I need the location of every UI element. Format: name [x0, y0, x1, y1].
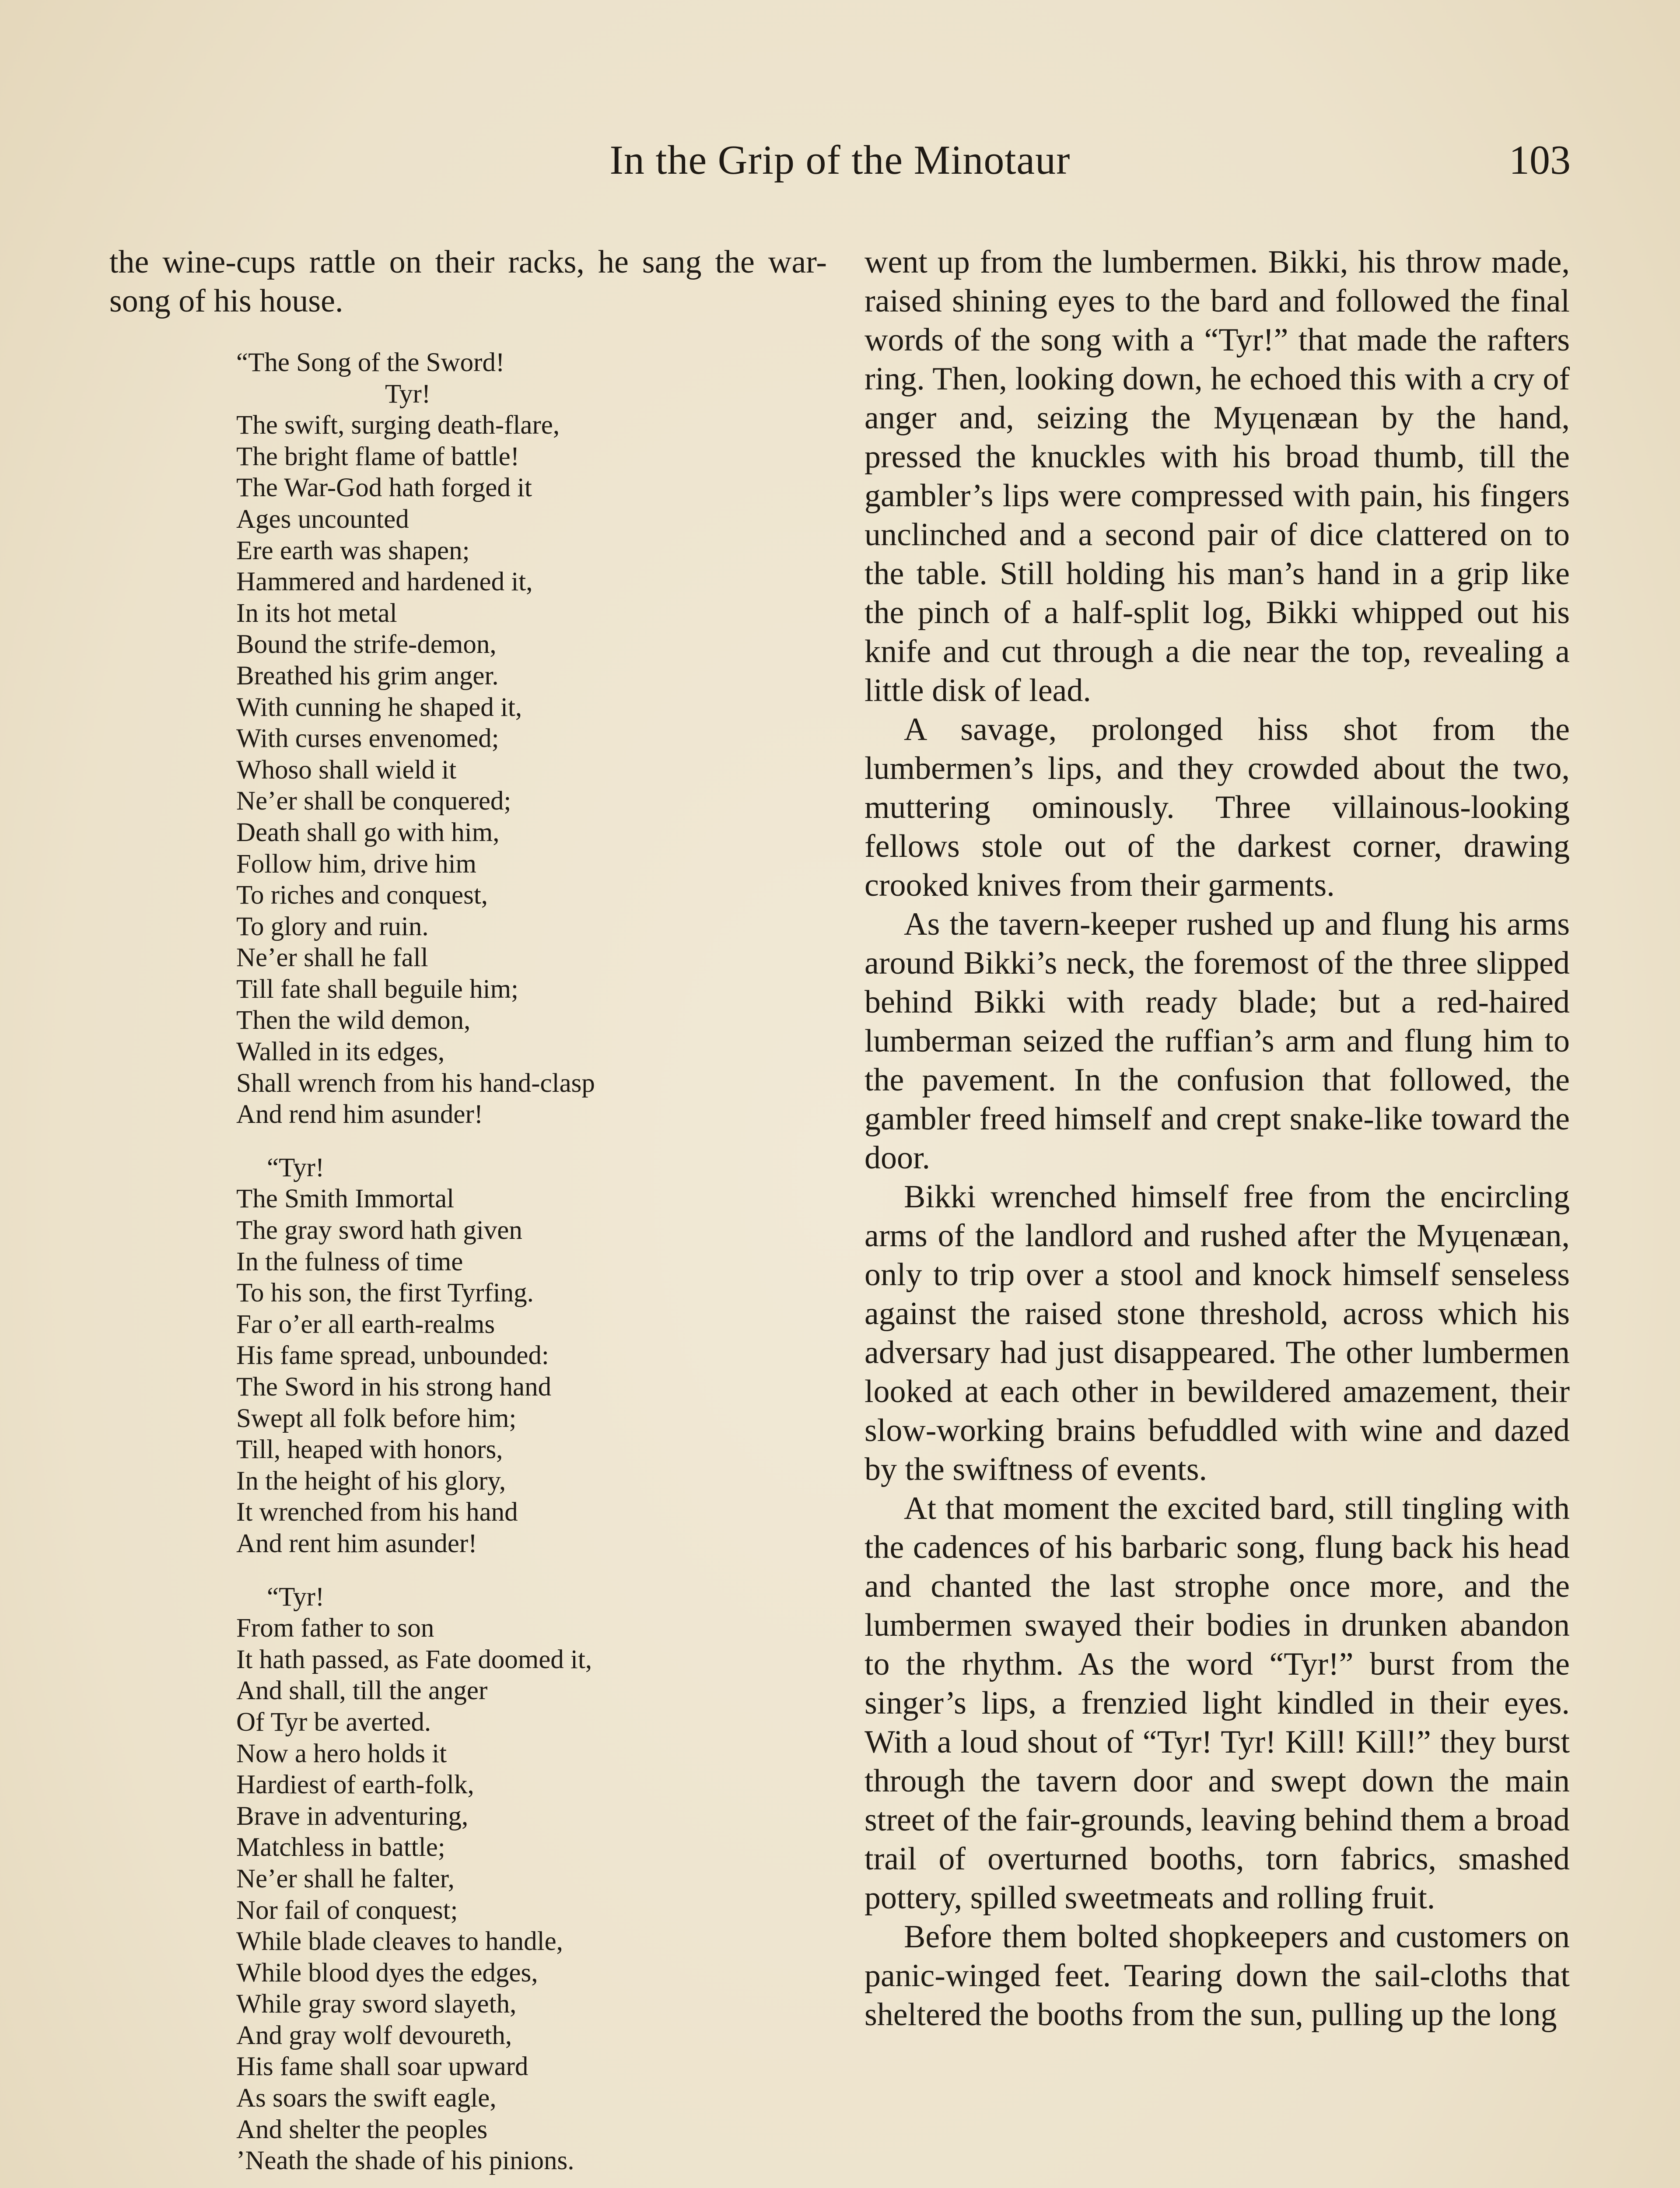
- poem-line: Walled in its edges,: [236, 1037, 445, 1067]
- poem-line: From father to son: [236, 1613, 434, 1643]
- poem-line: The Sword in his strong hand: [236, 1372, 552, 1402]
- poem-line: With curses envenomed;: [236, 724, 499, 754]
- poem-line: His fame spread, unbounded:: [236, 1341, 549, 1371]
- poem-line: And rent him asunder!: [236, 1529, 477, 1558]
- poem-line: The War-God hath forged it: [236, 473, 532, 503]
- poem-line: To his son, the first Tyrfing.: [236, 1278, 534, 1308]
- running-title: In the Grip of the Minotaur: [609, 137, 1071, 183]
- poem-line: Till, heaped with honors,: [236, 1435, 503, 1465]
- poem-line: “Tyr!: [267, 1582, 325, 1612]
- poem-line: Brave in adventuring,: [236, 1801, 469, 1831]
- poem-line: Ages uncounted: [236, 504, 409, 534]
- left-column: [109, 243, 827, 2188]
- poem-line: In the fulness of time: [236, 1247, 463, 1276]
- poem-line: Ne’er shall he falter,: [236, 1864, 455, 1893]
- body-paragraph: As the tavern-keeper rushed up and flung his arms around Bikki’s neck, the foremost of the three slipped behind Bikki with ready blade; but a red-haired lumberman seized the ruffian’s arm and flung him to the pavement. In the confusion that followed, the gambler freed himself and crept snake-like toward the door.: [864, 906, 1570, 1176]
- poem-line: To riches and conquest,: [236, 880, 488, 910]
- poem-line: While blood dyes the edges,: [236, 1958, 538, 1988]
- poem-line: Of Tyr be averted.: [236, 1707, 431, 1737]
- poem-line: Follow him, drive him: [236, 849, 476, 879]
- poem-stanza: [236, 1581, 827, 2177]
- body-paragraph: A savage, prolonged hiss shot from the lumbermen’s lips, and they crowded about the two, muttering ominously. Three villainous-looking fellows stole out of the darkest corner, drawing crooked knives from their garments.: [864, 712, 1570, 903]
- page-header: [109, 137, 1571, 202]
- poem-line: His fame shall soar upward: [236, 2052, 528, 2082]
- poem-line: ’Neath the shade of his pinions.: [236, 2146, 574, 2176]
- poem-stanza: [236, 347, 827, 1130]
- left-intro-paragraph: the wine-cups rattle on their racks, he sang the war-song of his house.: [109, 244, 827, 319]
- poem-line: Death shall go with him,: [236, 817, 500, 847]
- poem-line: Breathed his grim anger.: [236, 661, 499, 691]
- poem-line: Tyr!: [385, 379, 431, 409]
- poem-line: The bright flame of battle!: [236, 442, 520, 471]
- right-column: [864, 243, 1570, 2034]
- poem-line: “The Song of the Sword!: [236, 348, 505, 377]
- sword-song-poem: [236, 347, 827, 2188]
- poem-line: While blade cleaves to handle,: [236, 1927, 563, 1957]
- poem-line: Till fate shall beguile him;: [236, 974, 518, 1004]
- poem-line: Far o’er all earth-realms: [236, 1309, 495, 1339]
- poem-line: Then the wild demon,: [236, 1006, 471, 1035]
- poem-line: Hammered and hardened it,: [236, 567, 533, 597]
- poem-line: And rend him asunder!: [236, 1100, 483, 1129]
- poem-line: Ere earth was shapen;: [236, 536, 470, 565]
- poem-line: And shelter the peoples: [236, 2114, 488, 2144]
- poem-line: Ne’er shall he fall: [236, 943, 428, 973]
- poem-line: Matchless in battle;: [236, 1833, 445, 1862]
- poem-line: Swept all folk before him;: [236, 1403, 517, 1433]
- poem-line: “Tyr!: [267, 1153, 325, 1182]
- poem-line: Ne’er shall be conquered;: [236, 786, 511, 816]
- body-paragraph: At that moment the excited bard, still tingling with the cadences of his barbaric song, flung back his head and chanted the last strophe once more, and the lumbermen swayed their bodies in drunken abandon to the rhythm. As the word “Tyr!” burst from the singer’s lips, a frenzied light kindled in their eyes. With a loud shout of “Tyr! Tyr! Kill! Kill!” they burst through the tavern door and swept down the main street of the fair-grounds, leaving behind them a broad trail of overturned booths, torn fabrics, smashed pottery, spilled sweetmeats and rolling fruit.: [864, 1490, 1570, 1916]
- page-number: 103: [1509, 137, 1571, 183]
- poem-line: While gray sword slayeth,: [236, 1989, 517, 2019]
- poem-line: And gray wolf devoureth,: [236, 2020, 512, 2050]
- poem-line: To glory and ruin.: [236, 912, 429, 941]
- poem-line: It wrenched from his hand: [236, 1497, 518, 1527]
- poem-line: The Smith Immortal: [236, 1184, 455, 1214]
- poem-line: Whoso shall wield it: [236, 755, 457, 785]
- poem-stanza: [236, 1152, 827, 1560]
- poem-line: The gray sword hath given: [236, 1216, 522, 1245]
- poem-line: With cunning he shaped it,: [236, 692, 522, 722]
- body-paragraph: went up from the lumbermen. Bikki, his throw made, raised shining eyes to the bard and followed the final words of the song with a “Tyr!” that made the rafters ring. Then, looking down, he echoed this with a cry of anger and, seizing the Myцenæan by the hand, pressed the knuckles with his broad thumb, till the gambler’s lips were compressed with pain, his fingers unclinched and a second pair of dice clattered on to the table. Still holding his man’s hand in a grip like the pinch of a half-split log, Bikki whipped out his knife and cut through a die near the top, revealing a little disk of lead.: [864, 244, 1570, 708]
- poem-line: Bound the strife-demon,: [236, 630, 497, 659]
- poem-line: Hardiest of earth-folk,: [236, 1770, 474, 1800]
- poem-line: Shall wrench from his hand-clasp: [236, 1068, 595, 1098]
- body-paragraph: Before them bolted shopkeepers and customers on panic-winged feet. Tearing down the sail-cloths that sheltered the booths from the sun, pulling up the long: [864, 1919, 1570, 2033]
- poem-line: The swift, surging death-flare,: [236, 410, 560, 440]
- poem-line: Nor fail of conquest;: [236, 1895, 458, 1925]
- poem-line: In the height of his glory,: [236, 1466, 506, 1496]
- body-paragraph: Bikki wrenched himself free from the encircling arms of the landlord and rushed after the Myцenæan, only to trip over a stool and knock himself senseless against the raised stone threshold, across which his adversary had just disappeared. The other lumbermen looked at each other in bewildered amazement, their slow-working brains befuddled with wine and dazed by the swiftness of events.: [864, 1179, 1570, 1487]
- poem-line: And shall, till the anger: [236, 1676, 488, 1706]
- poem-line: It hath passed, as Fate doomed it,: [236, 1645, 592, 1674]
- poem-line: As soars the swift eagle,: [236, 2083, 497, 2113]
- poem-line: In its hot metal: [236, 598, 397, 628]
- poem-line: Now a hero holds it: [236, 1739, 447, 1768]
